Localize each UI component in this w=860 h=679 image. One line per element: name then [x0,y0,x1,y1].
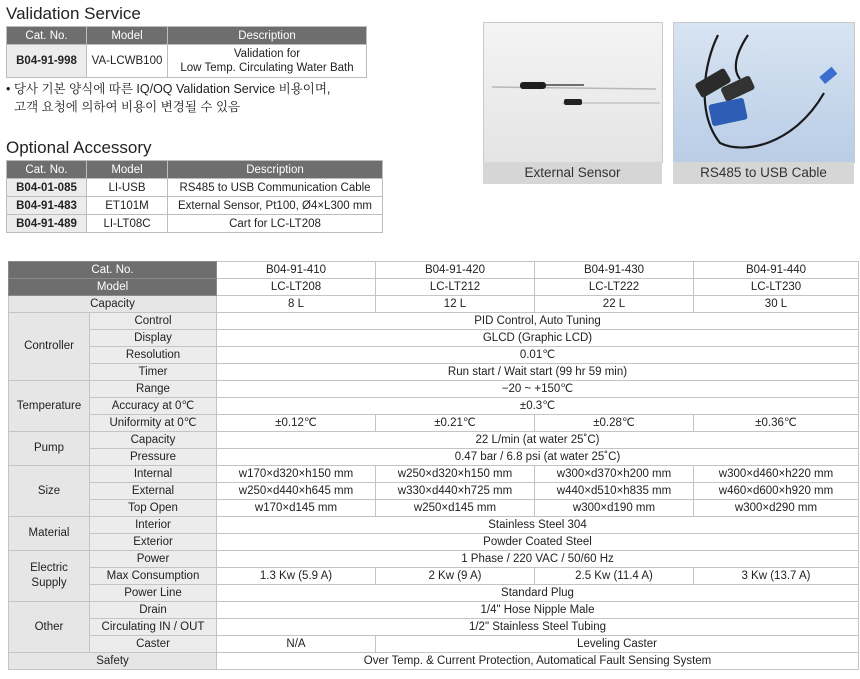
spec-value: 1/2" Stainless Steel Tubing [217,619,859,636]
note-line: 고객 요청에 의하여 비용이 변경될 수 있음 [14,100,241,114]
spec-label: Timer [90,364,217,381]
model: LC-LT230 [694,279,859,296]
spec-value: Powder Coated Steel [217,534,859,551]
spec-value: Run start / Wait start (99 hr 59 min) [217,364,859,381]
spec-value: w170×d320×h150 mm [217,466,376,483]
table-row [9,517,859,534]
spec-label: Resolution [90,347,217,364]
spec-label: Drain [90,602,217,619]
table-row [9,279,859,296]
group-label-line: Supply [31,577,67,589]
spec-label: Top Open [90,500,217,517]
spec-value: Leveling Caster [376,636,859,653]
spec-value: w170×d145 mm [217,500,376,517]
spec-value: N/A [217,636,376,653]
table-row [9,449,859,466]
table-row [9,330,859,347]
spec-label: Interior [90,517,217,534]
cat-no: B04-91-440 [694,262,859,279]
table-row [9,347,859,364]
table-row [9,415,859,432]
cat-no: B04-91-998 [7,45,87,78]
table-row [7,215,383,233]
table-header-row [7,161,383,179]
group-temperature: Temperature [9,381,90,432]
spec-label: Control [90,313,217,330]
spec-label: Power [90,551,217,568]
validation-table [6,26,367,78]
spec-table [8,261,859,670]
spec-value: 1.3 Kw (5.9 A) [217,568,376,585]
header-model: Model [87,27,168,45]
spec-value: w300×d290 mm [694,500,859,517]
spec-value: w330×d440×h725 mm [376,483,535,500]
cat-no: B04-91-483 [7,197,87,215]
model: LC-LT208 [217,279,376,296]
spec-value: Standard Plug [217,585,859,602]
sensor-probe-icon [484,23,662,162]
spec-label: Uniformity at 0℃ [90,415,217,432]
capacity-value: 8 L [217,296,376,313]
accessory-table [6,160,383,233]
capacity-label: Capacity [9,296,217,313]
description: Cart for LC-LT208 [168,215,383,233]
description: RS485 to USB Communication Cable [168,179,383,197]
header-catno: Cat. No. [7,27,87,45]
validation-title: Validation Service [6,4,141,23]
spec-value: w250×d145 mm [376,500,535,517]
spec-label: Max Consumption [90,568,217,585]
cat-no: B04-91-420 [376,262,535,279]
spec-label: Display [90,330,217,347]
cat-no: B04-91-430 [535,262,694,279]
spec-label: Pressure [90,449,217,466]
safety-label: Safety [9,653,217,670]
table-row [9,262,859,279]
model: LI-LT08C [87,215,168,233]
group-other: Other [9,602,90,653]
spec-value: ±0.28℃ [535,415,694,432]
spec-label: Exterior [90,534,217,551]
spec-value: PID Control, Auto Tuning [217,313,859,330]
model: LI-USB [87,179,168,197]
accessory-title: Optional Accessory [6,138,152,157]
spec-label: Internal [90,466,217,483]
spec-value: 0.01℃ [217,347,859,364]
capacity-value: 30 L [694,296,859,313]
spec-value: ±0.3℃ [217,398,859,415]
spec-value: ±0.36℃ [694,415,859,432]
spec-value: w250×d320×h150 mm [376,466,535,483]
catno-label: Cat. No. [9,262,217,279]
validation-note [6,80,330,116]
spec-value: w460×d600×h920 mm [694,483,859,500]
capacity-value: 22 L [535,296,694,313]
spec-value: ±0.21℃ [376,415,535,432]
spec-value: w250×d440×h645 mm [217,483,376,500]
table-row [9,432,859,449]
table-header-row [7,27,367,45]
group-size: Size [9,466,90,517]
table-row [9,551,859,568]
table-row [9,381,859,398]
table-row [9,466,859,483]
table-row [7,197,383,215]
cat-no: B04-91-410 [217,262,376,279]
spec-value: Stainless Steel 304 [217,517,859,534]
group-electric-supply [9,551,90,602]
spec-value: GLCD (Graphic LCD) [217,330,859,347]
spec-value: −20 ~ +150℃ [217,381,859,398]
table-row [9,602,859,619]
spec-value: 2 Kw (9 A) [376,568,535,585]
table-row [9,568,859,585]
spec-value: 22 L/min (at water 25˚C) [217,432,859,449]
note-line: • 당사 기본 양식에 따른 IQ/OQ Validation Service 비용이며, [6,82,331,96]
table-row [9,636,859,653]
usb-cable-photo [673,22,855,163]
group-label-line: Electric [30,562,68,574]
header-description: Description [168,27,367,45]
table-row [9,653,859,670]
spec-value: ±0.12℃ [217,415,376,432]
external-sensor-caption: External Sensor [483,162,662,184]
spec-value: 1 Phase / 220 VAC / 50/60 Hz [217,551,859,568]
description [168,45,367,78]
spec-value: w300×d370×h200 mm [535,466,694,483]
spec-value: w300×d190 mm [535,500,694,517]
table-row [9,585,859,602]
desc-line: Validation for [233,48,301,60]
header-model: Model [87,161,168,179]
usb-cable-icon [674,23,854,162]
header-catno: Cat. No. [7,161,87,179]
spec-value: w440×d510×h835 mm [535,483,694,500]
table-row [9,500,859,517]
spec-label: Range [90,381,217,398]
model-label: Model [9,279,217,296]
spec-value: 0.47 bar / 6.8 psi (at water 25˚C) [217,449,859,466]
group-controller: Controller [9,313,90,381]
spec-value: Over Temp. & Current Protection, Automatical Fault Sensing System [217,653,859,670]
spec-label: Power Line [90,585,217,602]
description: External Sensor, Pt100, Ø4×L300 mm [168,197,383,215]
spec-value: w300×d460×h220 mm [694,466,859,483]
capacity-value: 12 L [376,296,535,313]
model: LC-LT222 [535,279,694,296]
table-row [7,179,383,197]
spec-value: 2.5 Kw (11.4 A) [535,568,694,585]
table-row [9,313,859,330]
spec-label: Accuracy at 0℃ [90,398,217,415]
spec-label: Capacity [90,432,217,449]
table-row [9,534,859,551]
group-pump: Pump [9,432,90,466]
model: VA-LCWB100 [87,45,168,78]
cat-no: B04-01-085 [7,179,87,197]
table-row [9,619,859,636]
model: LC-LT212 [376,279,535,296]
desc-line: Low Temp. Circulating Water Bath [180,62,354,74]
spec-label: Caster [90,636,217,653]
model: ET101M [87,197,168,215]
header-description: Description [168,161,383,179]
group-material: Material [9,517,90,551]
table-row [9,296,859,313]
table-row [9,483,859,500]
cat-no: B04-91-489 [7,215,87,233]
table-row [9,398,859,415]
table-row [7,45,367,78]
spec-value: 1/4" Hose Nipple Male [217,602,859,619]
table-row [9,364,859,381]
spec-label: External [90,483,217,500]
usb-cable-caption: RS485 to USB Cable [673,162,854,184]
spec-label: Circulating IN / OUT [90,619,217,636]
external-sensor-photo [483,22,663,163]
spec-value: 3 Kw (13.7 A) [694,568,859,585]
